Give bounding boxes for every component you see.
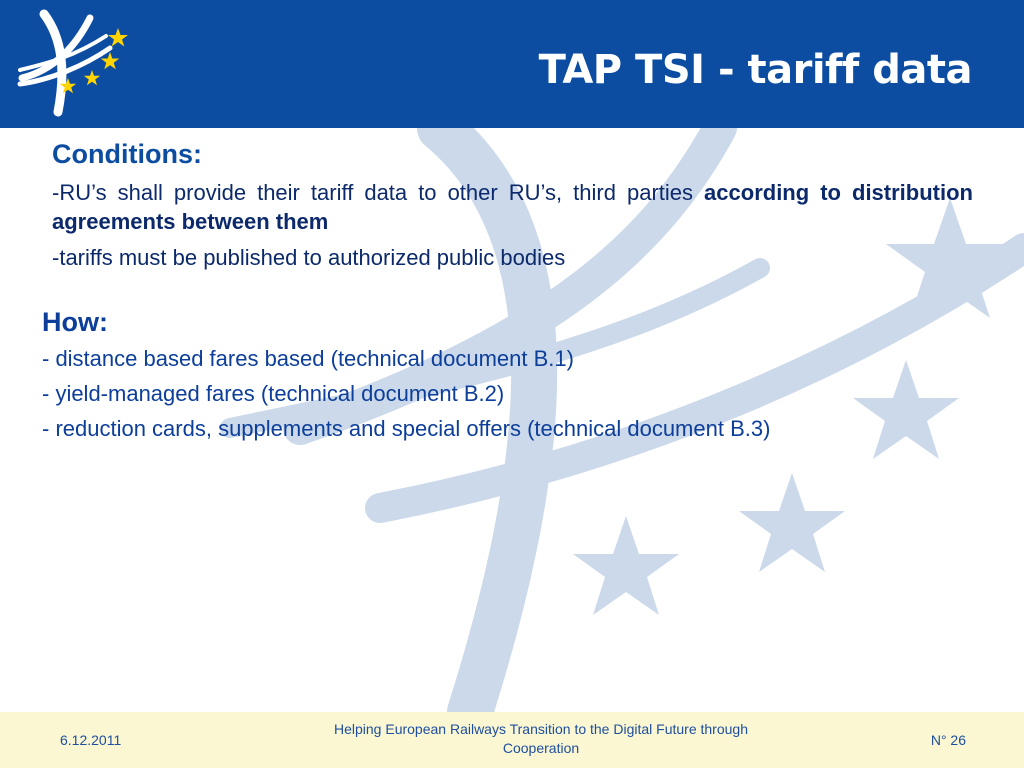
page-number: N° 26 <box>930 732 966 748</box>
how-list-item: - yield-managed fares (technical document B.2) <box>42 381 505 406</box>
how-list-item: - reduction cards, supplements and special offers (technical document B.3) <box>42 416 771 441</box>
how-heading: How: <box>42 307 108 337</box>
conditions-item-1-text: -RU’s shall provide their tariff data to other RU’s, third parties <box>52 180 705 205</box>
slide-footer <box>0 712 1024 768</box>
how-list-item: - distance based fares based (technical document B.1) <box>42 346 574 371</box>
footer-tagline: Helping European Railways Transition to the Digital Future through Cooperation <box>333 721 748 756</box>
footer-date: 6.12.2011 <box>60 732 122 748</box>
conditions-item-2: -tariffs must be published to authorized public bodies <box>52 245 566 270</box>
slide-title: TAP TSI - tariff data <box>538 47 972 93</box>
conditions-item-1-emphasis: according to distribution agreements between them <box>52 180 973 234</box>
conditions-heading: Conditions: <box>52 139 202 169</box>
conditions-item-1 <box>52 178 973 236</box>
